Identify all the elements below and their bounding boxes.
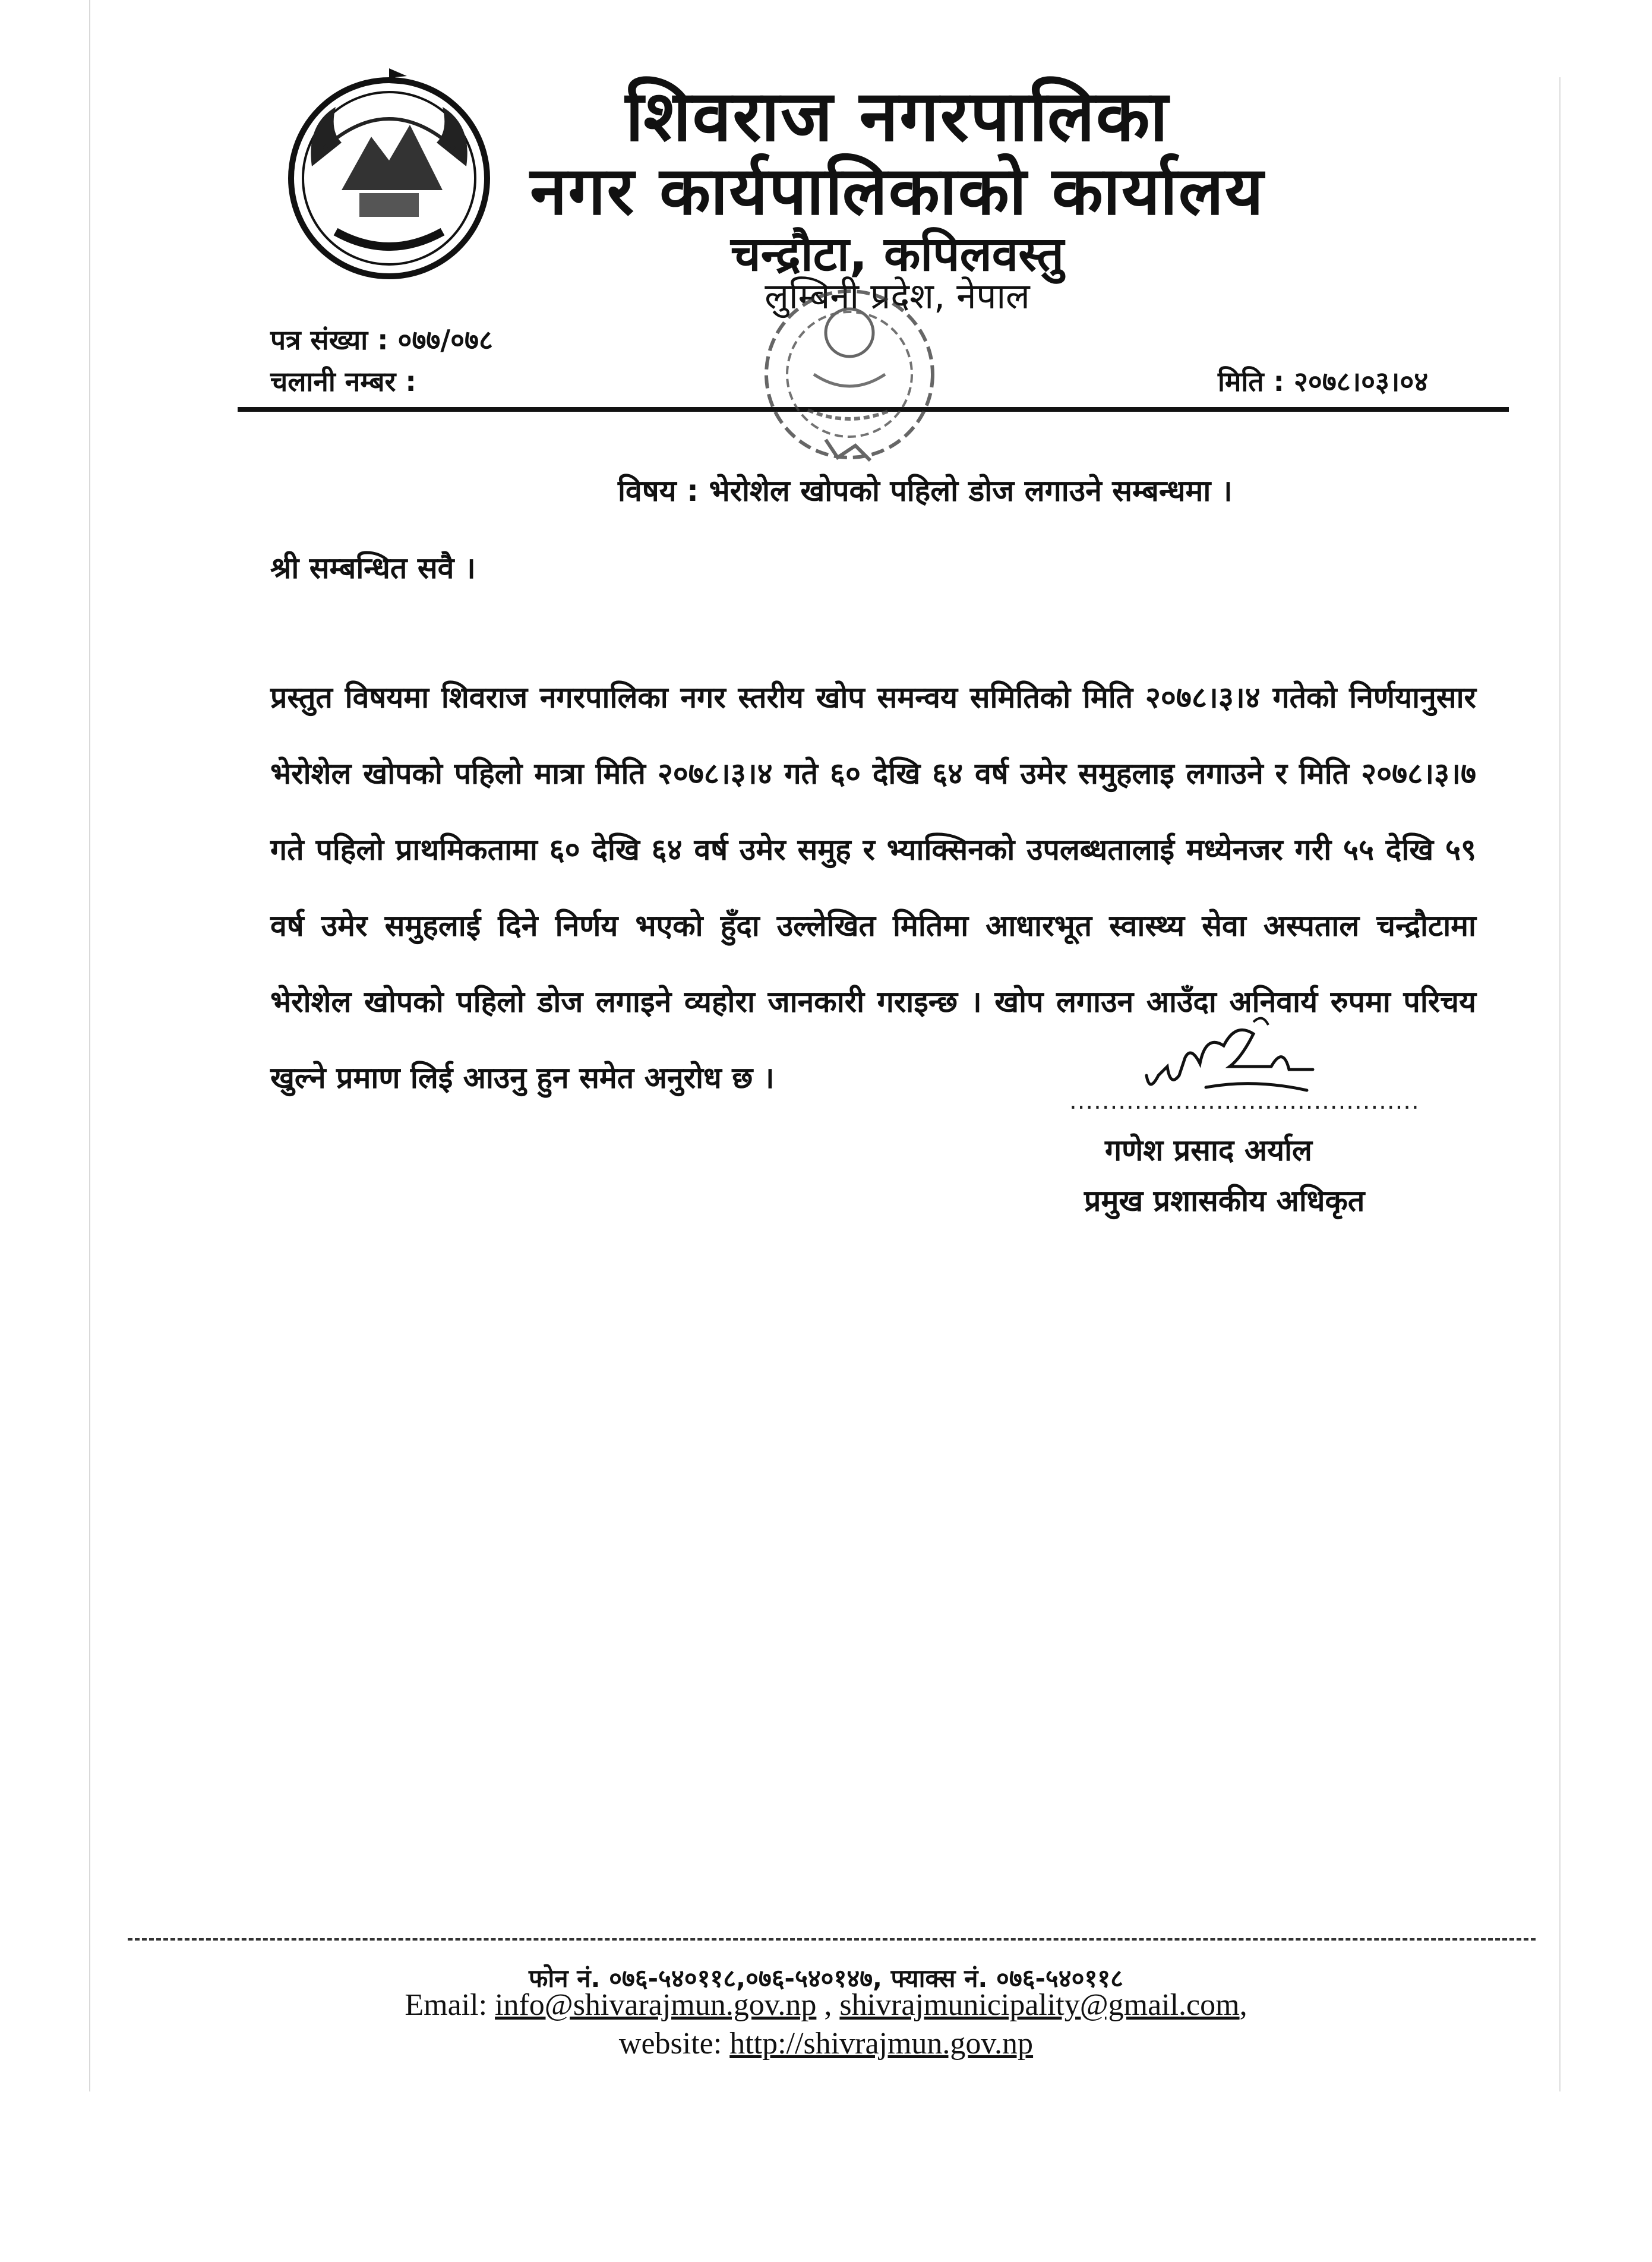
footer-divider [128, 1938, 1536, 1941]
office-province: लुम्बिनी प्रदेश, नेपाल [765, 276, 1030, 317]
footer-phone: फोन नं. ०७६-५४०११८,०७६-५४०१४७, फ्याक्स नं. ०७६-५४०११८ [529, 1964, 1123, 1993]
email-separator: , [816, 1988, 840, 2022]
page-edge-right [1559, 77, 1561, 2091]
dispatch-number: चलानी नम्बर : [270, 365, 416, 397]
signatory-name: गणेश प्रसाद अर्याल [1105, 1133, 1312, 1168]
municipality-title: शिवराज नगरपालिका [625, 75, 1170, 157]
letter-body: प्रस्तुत विषयमा शिवराज नगरपालिका नगर स्तरीय खोप समन्वय समितिको मिति २०७८।३।४ गतेको निर्णयानुसार भेरोशेल खोपको पहिलो मात्रा मिति २०७८।३।४ गते ६० देखि ६४ वर्ष उमेर समुहलाइ लगाउने र मिति २०७८।३।७ गते पहिलो प्राथमिकतामा ६० देखि ६४ वर्ष उमेर समुह र भ्याक्सिनको उपलब्धतालाई मध्येनजर गरी ५५ देखि ५९ वर्ष उमेर समुहलाई दिने निर्णय भएको हुँदा उल्लेखित मितिमा आधारभूत स्वास्थ्य सेवा अस्पताल चन्द्रौटामा भेरोशेल खोपको पहिलो डोज लगाइने व्यहोरा जानकारी गराइन्छ । खोप लगाउन आउँदा अनिवार्य रुपमा परिचय खुल्ने प्रमाण लिई आउनु हुन समेत अनुरोध छ । [270, 680, 1476, 1095]
footer-email-line [0, 1987, 1652, 2023]
letter-subject: विषय : भेरोशेल खोपको पहिलो डोज लगाउने सम्बन्धमा । [618, 474, 1233, 508]
website-link[interactable]: http://shivrajmun.gov.np [729, 2027, 1034, 2061]
letter-date: मिति : २०७८।०३।०४ [1218, 365, 1429, 397]
website-label: website: [618, 2027, 730, 2061]
email-link-gmail[interactable]: shivrajmunicipality@gmail.com [839, 1988, 1240, 2022]
office-seal-icon [743, 279, 956, 469]
letter-number: पत्र संख्या : ०७७/०७८ [270, 324, 493, 356]
office-name: नगर कार्यपालिकाको कार्यालय [530, 153, 1265, 230]
email-trailing-comma: , [1239, 1988, 1247, 2022]
office-address: चन्द्रौटा, कपिलवस्तु [730, 226, 1065, 282]
footer-website-line [0, 2026, 1652, 2061]
signatory-title: प्रमुख प्रशासकीय अधिकृत [1084, 1184, 1365, 1218]
email-link-info[interactable]: info@shivarajmun.gov.np [495, 1988, 817, 2022]
signature-line: ........................................... [1069, 1087, 1420, 1115]
email-label: Email: [405, 1988, 495, 2022]
salutation: श्री सम्बन्धित सवै । [270, 551, 476, 585]
